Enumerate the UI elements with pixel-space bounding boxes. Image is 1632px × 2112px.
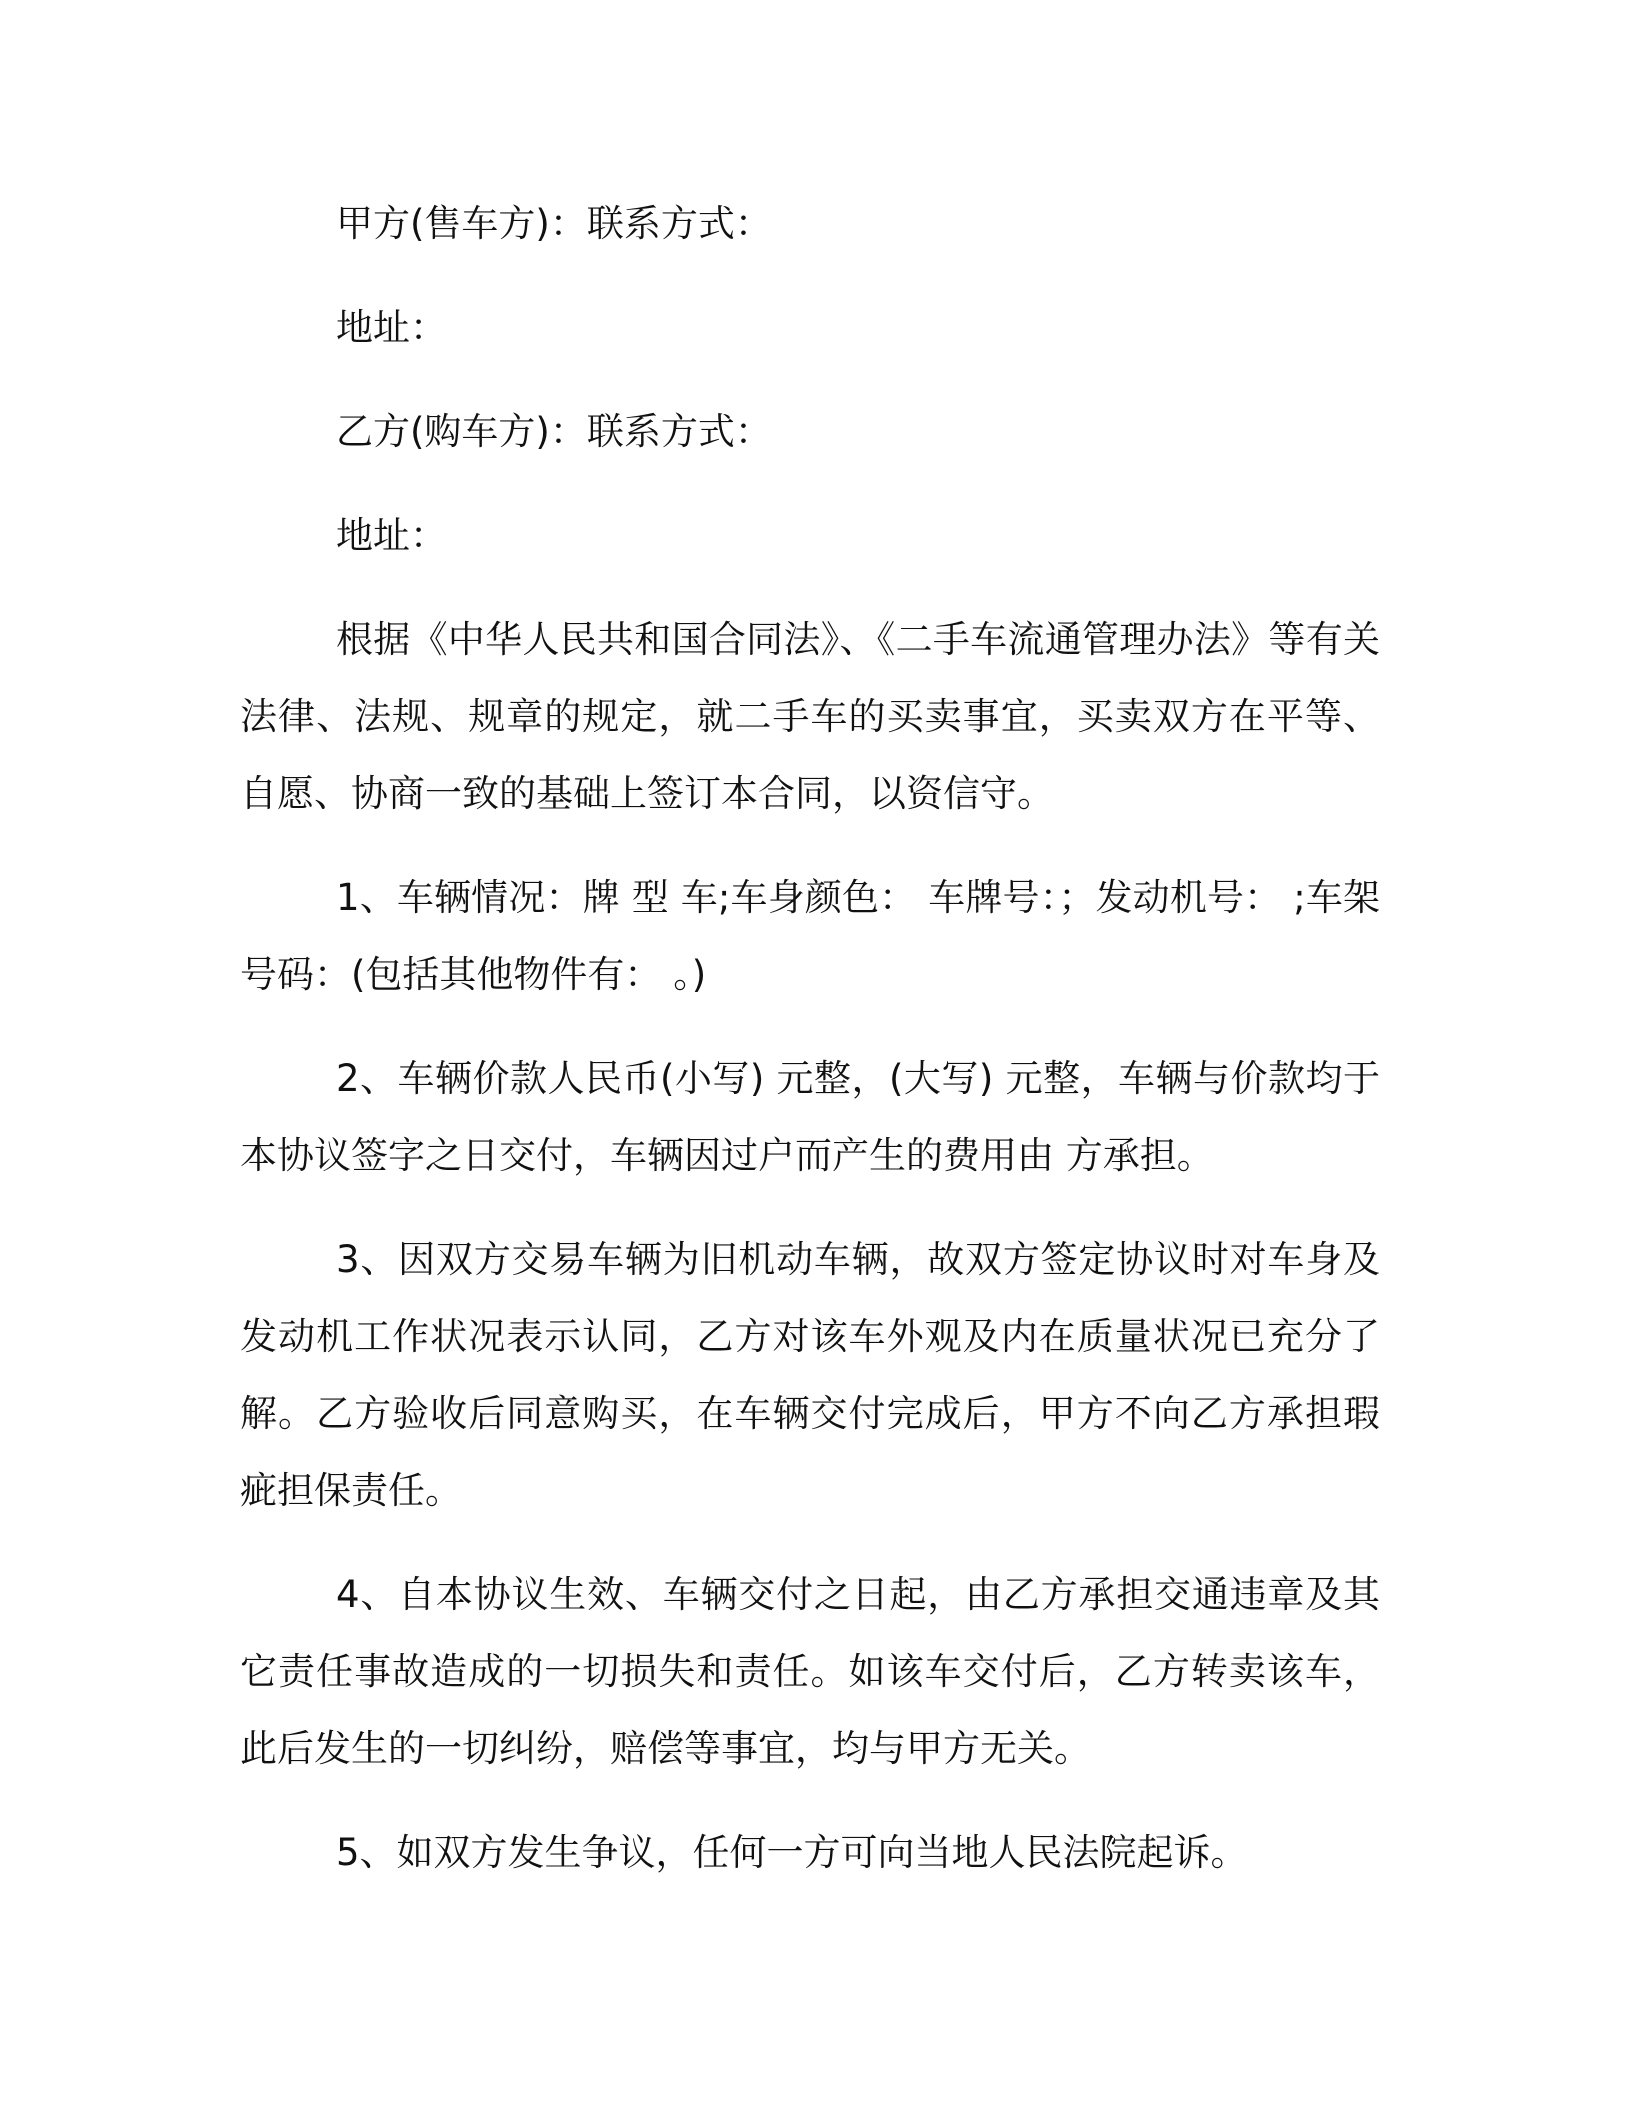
clause-2: 2、车辆价款人民币(小写) 元整，(大写) 元整，车辆与价款均于本协议签字之日交付，车辆因过户而产生的费用由 方承担。 xyxy=(240,1057,1380,1177)
party-a-address: 地址： xyxy=(336,306,447,349)
contract-body xyxy=(240,185,1380,1918)
party-b-address: 地址： xyxy=(336,514,447,557)
clause-3: 3、因双方交易车辆为旧机动车辆，故双方签定协议时对车身及发动机工作状况表示认同，乙方对该车外观及内在质量状况已充分了解。乙方验收后同意购买，在车辆交付完成后，甲方不向乙方承担瑕疵担保责任。 xyxy=(240,1238,1380,1512)
party-b-label: 乙方(购车方)： xyxy=(336,410,587,453)
clause-1: 1、车辆情况：牌 型 车;车身颜色： 车牌号：；发动机号： ;车架号码：(包括其他物件有： 。) xyxy=(240,876,1380,996)
party-b-line xyxy=(240,393,1380,470)
party-a-line xyxy=(240,185,1380,262)
preamble-paragraph: 根据《中华人民共和国合同法》、《二手车流通管理办法》等有关法律、法规、规章的规定，就二手车的买卖事宜，买卖双方在平等、自愿、协商一致的基础上签订本合同，以资信守。 xyxy=(240,618,1380,815)
party-a-label: 甲方(售车方)： xyxy=(336,202,587,245)
party-b-contact-label: 联系方式： xyxy=(586,410,772,453)
clause-4: 4、自本协议生效、车辆交付之日起，由乙方承担交通违章及其它责任事故造成的一切损失和责任。如该车交付后，乙方转卖该车，此后发生的一切纠纷，赔偿等事宜，均与甲方无关。 xyxy=(240,1573,1380,1770)
party-a-contact-label: 联系方式： xyxy=(586,202,772,245)
clause-5: 5、如双方发生争议，任何一方可向当地人民法院起诉。 xyxy=(336,1831,1248,1874)
